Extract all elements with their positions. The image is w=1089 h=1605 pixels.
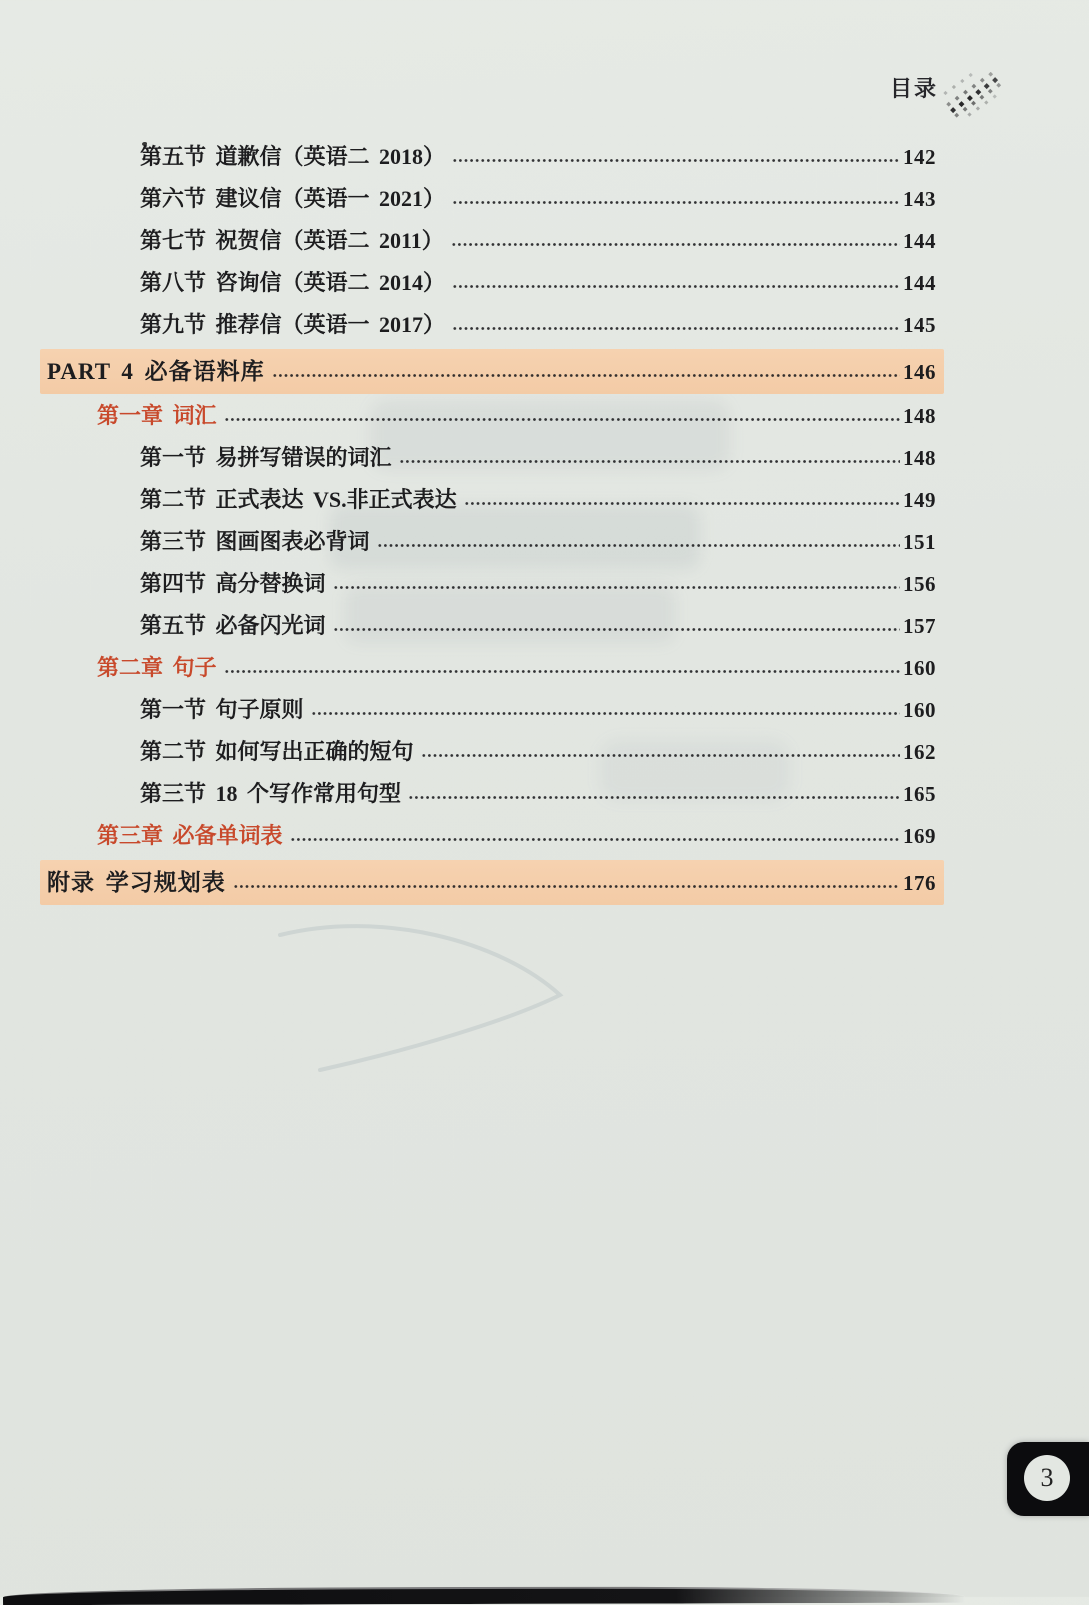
toc-entry-title: 第五节 必备闪光词 <box>140 613 326 638</box>
toc-entry <box>47 136 936 178</box>
page-number-tab <box>1007 1442 1089 1516</box>
toc-entry-page: 146 <box>903 360 936 384</box>
toc-entry <box>47 220 936 262</box>
toc-entry-page: 149 <box>903 488 936 512</box>
toc-entry <box>47 304 936 346</box>
toc-entry-page: 151 <box>903 530 936 554</box>
toc-entry-chapter <box>47 395 936 437</box>
toc-entry-chapter <box>47 647 936 689</box>
toc-entry-page: 160 <box>903 698 936 722</box>
toc-entry-title: 第五节 道歉信（英语二 2018） <box>140 144 446 169</box>
toc-list <box>47 136 936 906</box>
toc-entry <box>47 178 936 220</box>
toc-entry <box>47 437 936 479</box>
dot-leader <box>377 534 900 549</box>
dot-leader <box>333 618 900 633</box>
toc-entry <box>47 479 936 521</box>
toc-entry-title: 第八节 咨询信（英语二 2014） <box>140 270 446 295</box>
page-header-title: 目录 <box>890 76 939 101</box>
dot-leader <box>452 317 900 332</box>
toc-entry-chapter <box>47 815 936 857</box>
toc-entry-page: 169 <box>903 824 936 848</box>
toc-entry-title: 第三节 图画图表必背词 <box>140 529 370 554</box>
toc-entry-title: 第一节 易拼写错误的词汇 <box>140 445 392 470</box>
dot-leader <box>333 576 900 591</box>
page-header <box>890 72 1005 122</box>
dot-leader <box>233 875 900 890</box>
toc-entry-page: 148 <box>903 446 936 470</box>
toc-entry-page: 144 <box>903 229 936 253</box>
toc-entry-title: 第九节 推荐信（英语一 2017） <box>140 312 446 337</box>
toc-entry-page: 144 <box>903 271 936 295</box>
dot-leader <box>290 828 900 843</box>
toc-entry <box>47 605 936 647</box>
toc-entry-title: 第四节 高分替换词 <box>140 571 326 596</box>
toc-entry-page: 160 <box>903 656 936 680</box>
toc-entry-title: 第三节 18 个写作常用句型 <box>140 781 402 806</box>
toc-entry-title: 第六节 建议信（英语一 2021） <box>140 186 446 211</box>
toc-entry <box>47 563 936 605</box>
toc-entry-title: 第七节 祝贺信（英语二 2011） <box>140 228 444 253</box>
toc-entry-title: 第三章 必备单词表 <box>97 823 283 848</box>
dot-leader <box>452 191 900 206</box>
dot-leader <box>399 450 900 465</box>
toc-entry <box>47 731 936 773</box>
page-number: 3 <box>1040 1463 1054 1492</box>
toc-entry-page: 162 <box>903 740 936 764</box>
dot-leader <box>464 492 900 507</box>
dot-leader <box>224 660 900 675</box>
show-through-pencil-curve <box>260 900 620 1090</box>
toc-entry-page: 176 <box>903 871 936 895</box>
toc-entry <box>47 689 936 731</box>
dot-leader <box>421 744 900 759</box>
toc-entry-page: 148 <box>903 404 936 428</box>
dot-leader <box>311 702 900 717</box>
toc-entry <box>47 521 936 563</box>
scan-bottom-edge <box>3 1586 965 1605</box>
diamond-dots-icon <box>943 72 1005 122</box>
dot-leader <box>408 786 900 801</box>
dot-leader <box>452 149 900 164</box>
dot-leader <box>452 275 900 290</box>
toc-entry-title: 附录 学习规划表 <box>47 870 226 895</box>
toc-entry-page: 143 <box>903 187 936 211</box>
page-number-badge <box>1024 1455 1070 1501</box>
toc-entry-page: 142 <box>903 145 936 169</box>
toc-entry-page: 165 <box>903 782 936 806</box>
toc-entry-title: 第二章 句子 <box>97 655 217 680</box>
toc-entry-title: PART 4 必备语料库 <box>47 359 265 384</box>
toc-entry-part <box>40 349 944 394</box>
toc-entry-page: 145 <box>903 313 936 337</box>
toc-entry-title: 第一章 词汇 <box>97 403 217 428</box>
toc-entry-title: 第二节 如何写出正确的短句 <box>140 739 414 764</box>
dot-leader <box>272 364 900 379</box>
toc-entry-page: 156 <box>903 572 936 596</box>
dot-leader <box>224 408 900 423</box>
toc-entry-page: 157 <box>903 614 936 638</box>
toc-entry <box>47 773 936 815</box>
toc-entry-title: 第一节 句子原则 <box>140 697 304 722</box>
toc-entry-title: 第二节 正式表达 VS.非正式表达 <box>140 487 457 512</box>
toc-entry <box>47 262 936 304</box>
toc-entry-appendix <box>40 860 944 905</box>
dot-leader <box>451 233 900 248</box>
